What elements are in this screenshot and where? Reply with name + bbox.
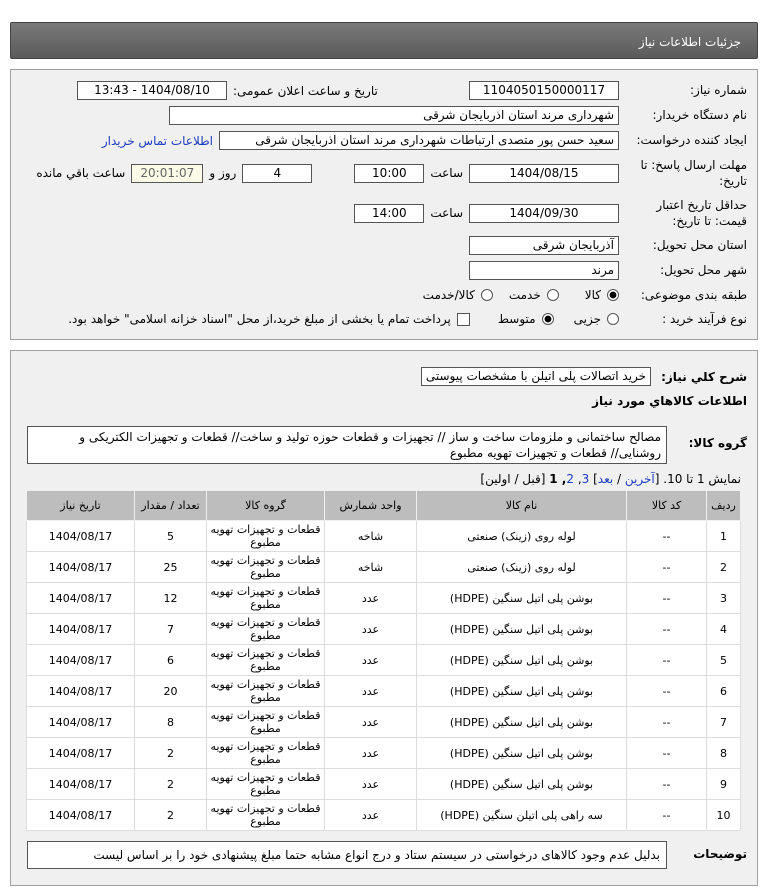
- table-cell: عدد: [325, 738, 417, 769]
- pagination-sep: /: [613, 472, 625, 486]
- pagination-mid: ]: [589, 472, 598, 486]
- table-cell: --: [627, 800, 707, 831]
- city-label: شهر محل تحویل:: [660, 263, 747, 277]
- table-cell: قطعات و تجهیزات تهویه مطبوع: [207, 614, 325, 645]
- table-cell: عدد: [325, 769, 417, 800]
- table-cell: عدد: [325, 676, 417, 707]
- table-cell: 20: [135, 676, 207, 707]
- pagination-page-3[interactable]: 3: [581, 472, 590, 486]
- process-minor-label: جزیی: [573, 312, 601, 326]
- table-cell: 2: [707, 552, 741, 583]
- table-cell: قطعات و تجهیزات تهویه مطبوع: [207, 583, 325, 614]
- table-cell: بوشن پلی اتیل سنگین (HDPE): [417, 583, 627, 614]
- goods-section-title: اطلاعات کالاهاي مورد نياز: [592, 394, 747, 408]
- pagination-page-2[interactable]: 2: [566, 472, 574, 486]
- summary-field: خرید اتصالات پلی اتیلن با مشخصات پیوستی: [421, 367, 651, 386]
- pagination-last-link[interactable]: آخرین: [624, 472, 655, 486]
- days-label: روز و: [209, 166, 237, 180]
- process-medium-label: متوسط: [497, 312, 536, 326]
- buyer-label: نام دستگاه خریدار:: [652, 108, 747, 122]
- table-row: [27, 769, 741, 800]
- table-cell: --: [627, 738, 707, 769]
- table-cell: قطعات و تجهیزات تهویه مطبوع: [207, 552, 325, 583]
- treasury-payment-label: پرداخت تمام یا بخشی از مبلغ خرید،از محل "اسناد خزانه اسلامی" خواهد بود.: [68, 312, 451, 326]
- table-cell: لوله روی (زینک) صنعتی: [417, 521, 627, 552]
- column-header: گروه کالا: [207, 491, 325, 521]
- process-label: نوع فرآیند خرید :: [662, 312, 747, 326]
- table-cell: بوشن پلی اتیل سنگین (HDPE): [417, 769, 627, 800]
- column-header: کد کالا: [627, 491, 707, 521]
- summary-label: شرح کلي نياز:: [661, 370, 747, 384]
- table-cell: 12: [135, 583, 207, 614]
- pagination: [21, 472, 741, 486]
- process-minor-radio[interactable]: [607, 313, 619, 325]
- table-cell: قطعات و تجهیزات تهویه مطبوع: [207, 521, 325, 552]
- time-remaining-label: ساعت باقي مانده: [36, 166, 126, 180]
- pagination-suffix: [قبل / اولین]: [480, 472, 550, 486]
- table-cell: عدد: [325, 645, 417, 676]
- table-cell: 8: [707, 738, 741, 769]
- table-cell: 1404/08/17: [27, 614, 135, 645]
- table-cell: --: [627, 645, 707, 676]
- notes-field: بدلیل عدم وجود کالاهای درخواستی در سیستم ستاد و درج انواع مشابه حتما مبلغ پیشنهادی خود را بر اساس لیست: [27, 841, 667, 869]
- details-panel: [10, 69, 758, 340]
- table-cell: 1: [707, 521, 741, 552]
- table-row: [27, 738, 741, 769]
- time-remaining-field: 20:01:07: [131, 164, 203, 183]
- table-cell: --: [627, 707, 707, 738]
- table-cell: 2: [135, 738, 207, 769]
- category-service-label: خدمت: [508, 288, 541, 302]
- table-row: [27, 552, 741, 583]
- process-radio-group: [21, 312, 619, 326]
- province-label: استان محل تحویل:: [652, 238, 747, 252]
- process-medium-radio[interactable]: [542, 313, 554, 325]
- table-row: [27, 707, 741, 738]
- goods-group-label: گروه کالا:: [688, 436, 747, 450]
- table-cell: --: [627, 769, 707, 800]
- province-field: آذربایجان شرقی: [469, 236, 619, 255]
- table-cell: 3: [707, 583, 741, 614]
- details-form: [21, 78, 747, 331]
- buyer-contact-link[interactable]: اطلاعات تماس خریدار: [101, 133, 213, 148]
- validity-label: حداقل تاریخ اعتبار قیمت: تا تاریخ:: [656, 198, 747, 228]
- table-cell: 1404/08/17: [27, 552, 135, 583]
- deadline-label: مهلت ارسال پاسخ: تا تاریخ:: [640, 158, 747, 188]
- table-cell: لوله روی (زینک) صنعتی: [417, 552, 627, 583]
- table-row: [27, 614, 741, 645]
- table-cell: --: [627, 521, 707, 552]
- table-cell: 2: [135, 769, 207, 800]
- table-cell: قطعات و تجهیزات تهویه مطبوع: [207, 769, 325, 800]
- table-cell: بوشن پلی اتیل سنگین (HDPE): [417, 614, 627, 645]
- table-cell: بوشن پلی اتیل سنگین (HDPE): [417, 676, 627, 707]
- treasury-payment-checkbox[interactable]: [457, 313, 470, 326]
- table-cell: 1404/08/17: [27, 676, 135, 707]
- page-header: [10, 22, 758, 59]
- pagination-prefix: نمایش 1 تا 10. [: [654, 472, 741, 486]
- table-cell: 9: [707, 769, 741, 800]
- column-header: ردیف: [707, 491, 741, 521]
- goods-group-field: مصالح ساختمانی و ملزومات ساخت و ساز // تجهیزات و قطعات حوزه تولید و ساخت// قطعات و تجهیزات الکتریکی و روشنایی// قطعات و تجهیزات تهویه مطبوع: [27, 426, 667, 464]
- pagination-next-link[interactable]: بعد: [597, 472, 614, 486]
- table-cell: --: [627, 676, 707, 707]
- category-goods-label: کالا: [584, 288, 601, 302]
- table-cell: --: [627, 583, 707, 614]
- validity-time-field: 14:00: [354, 204, 424, 223]
- category-service-radio[interactable]: [547, 289, 559, 301]
- table-cell: 1404/08/17: [27, 769, 135, 800]
- announce-field: 1404/08/10 - 13:43: [77, 81, 227, 100]
- column-header: واحد شمارش: [325, 491, 417, 521]
- validity-time-label: ساعت: [430, 206, 463, 220]
- page-title: جزئیات اطلاعات نیاز: [638, 35, 741, 49]
- pagination-page-1: , 1: [549, 472, 567, 486]
- table-cell: 1404/08/17: [27, 521, 135, 552]
- table-cell: --: [627, 552, 707, 583]
- announce-label: تاریخ و ساعت اعلان عمومی:: [233, 83, 378, 98]
- column-header: نام کالا: [417, 491, 627, 521]
- table-cell: قطعات و تجهیزات تهویه مطبوع: [207, 800, 325, 831]
- table-cell: عدد: [325, 800, 417, 831]
- table-cell: قطعات و تجهیزات تهویه مطبوع: [207, 738, 325, 769]
- table-cell: 10: [707, 800, 741, 831]
- table-cell: --: [627, 614, 707, 645]
- table-cell: 7: [707, 707, 741, 738]
- deadline-time-label: ساعت: [430, 166, 463, 180]
- category-goods-radio[interactable]: [607, 289, 619, 301]
- table-header-row: [27, 491, 741, 521]
- table-cell: بوشن پلی اتیل سنگین (HDPE): [417, 645, 627, 676]
- table-cell: 1404/08/17: [27, 707, 135, 738]
- days-remaining-field: 4: [242, 164, 312, 183]
- notes-label: توضیحات: [693, 847, 747, 861]
- table-cell: 1404/08/17: [27, 800, 135, 831]
- table-row: [27, 676, 741, 707]
- table-cell: عدد: [325, 583, 417, 614]
- table-cell: قطعات و تجهیزات تهویه مطبوع: [207, 676, 325, 707]
- table-cell: 1404/08/17: [27, 583, 135, 614]
- table-cell: شاخه: [325, 552, 417, 583]
- deadline-date-field: 1404/08/15: [469, 164, 619, 183]
- table-cell: شاخه: [325, 521, 417, 552]
- table-cell: 2: [135, 800, 207, 831]
- category-label: طبقه بندی موضوعی:: [640, 288, 747, 302]
- validity-date-field: 1404/09/30: [469, 204, 619, 223]
- table-cell: بوشن پلی اتیل سنگین (HDPE): [417, 707, 627, 738]
- table-row: [27, 645, 741, 676]
- buyer-field: شهرداری مرند استان اذربایجان شرقی: [169, 106, 619, 125]
- table-cell: سه راهی پلی اتیلن سنگین (HDPE): [417, 800, 627, 831]
- city-field: مرند: [469, 261, 619, 280]
- need-number-label: شماره نیاز:: [690, 83, 747, 97]
- table-cell: عدد: [325, 614, 417, 645]
- creator-label: ایجاد کننده درخواست:: [636, 133, 747, 147]
- table-cell: 8: [135, 707, 207, 738]
- column-header: تاریخ نیاز: [27, 491, 135, 521]
- table-cell: قطعات و تجهیزات تهویه مطبوع: [207, 707, 325, 738]
- table-row: [27, 800, 741, 831]
- table-cell: بوشن پلی اتیل سنگین (HDPE): [417, 738, 627, 769]
- deadline-time-field: 10:00: [354, 164, 424, 183]
- column-header: تعداد / مقدار: [135, 491, 207, 521]
- creator-field: سعید حسن پور متصدی ارتباطات شهرداری مرند استان اذربایجان شرقی: [219, 131, 619, 150]
- table-cell: عدد: [325, 707, 417, 738]
- table-cell: 1404/08/17: [27, 738, 135, 769]
- category-both-radio[interactable]: [481, 289, 493, 301]
- goods-table: [26, 490, 741, 831]
- table-cell: 1404/08/17: [27, 645, 135, 676]
- table-cell: 4: [707, 614, 741, 645]
- table-row: [27, 521, 741, 552]
- table-cell: قطعات و تجهیزات تهویه مطبوع: [207, 645, 325, 676]
- category-radio-group: [21, 288, 619, 302]
- table-cell: 5: [707, 645, 741, 676]
- table-row: [27, 583, 741, 614]
- table-cell: 6: [135, 645, 207, 676]
- table-cell: 5: [135, 521, 207, 552]
- table-cell: 7: [135, 614, 207, 645]
- category-both-label: کالا/خدمت: [422, 288, 475, 302]
- table-cell: 6: [707, 676, 741, 707]
- table-cell: 25: [135, 552, 207, 583]
- goods-panel: [10, 350, 758, 886]
- need-number-field: 1104050150000117: [469, 81, 619, 100]
- pagination-comma: ,: [574, 472, 582, 486]
